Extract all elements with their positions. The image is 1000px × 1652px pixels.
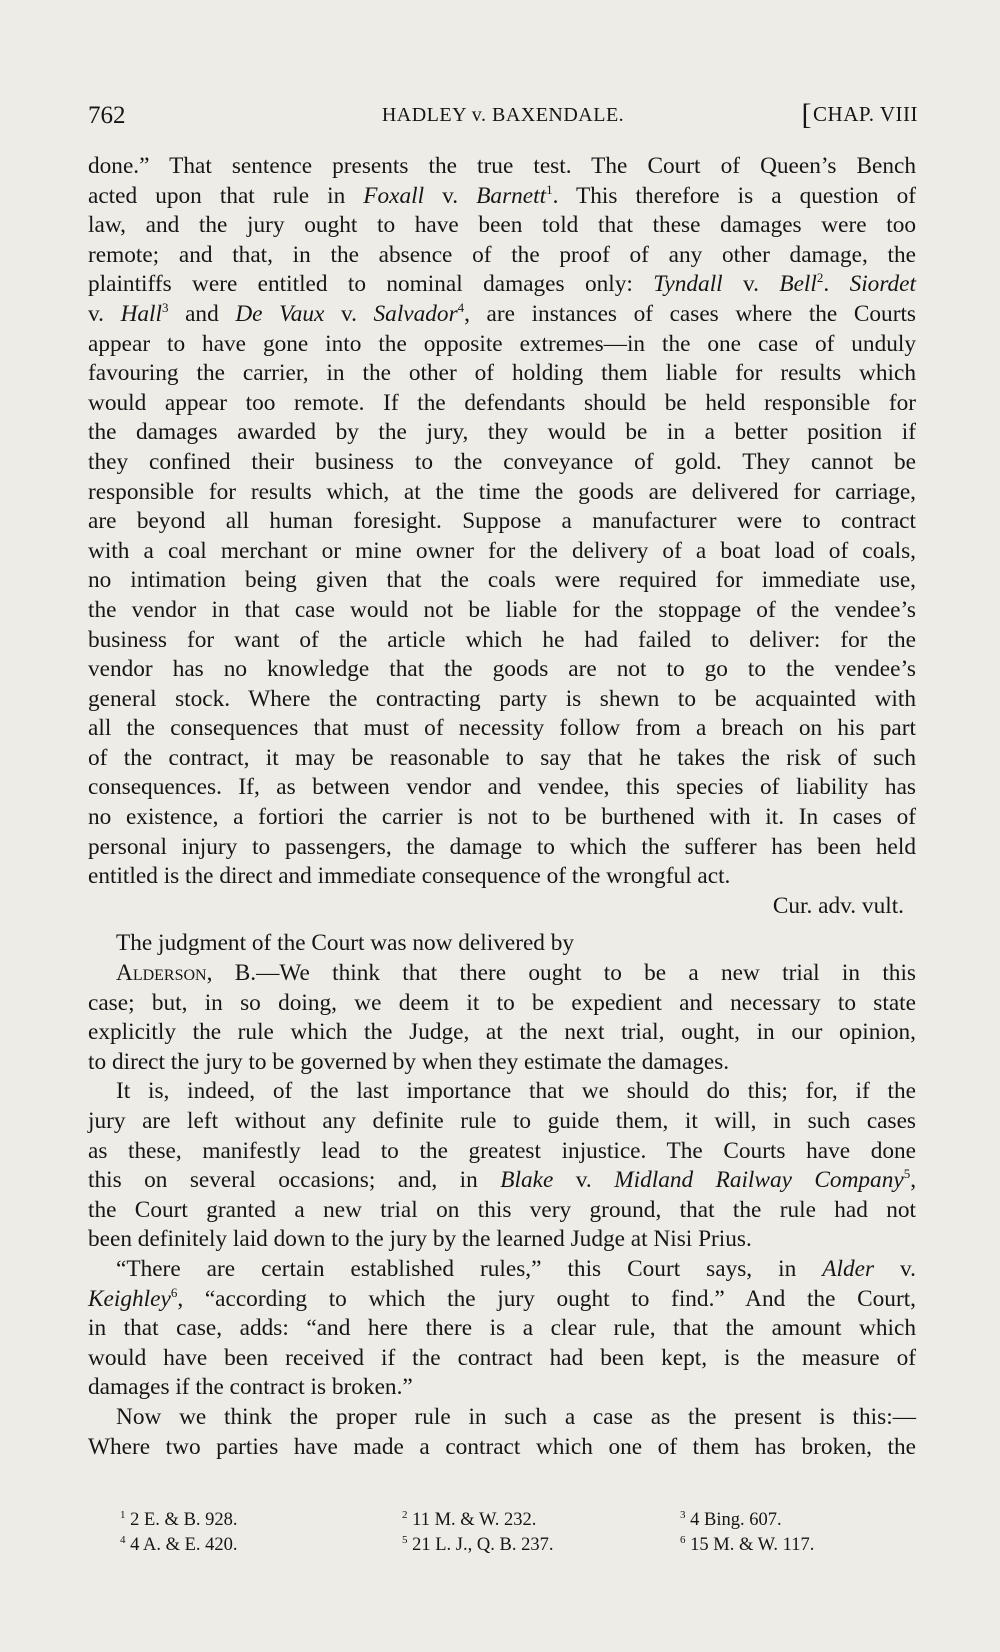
footnote-ref: 3	[161, 299, 169, 315]
running-header	[88, 96, 918, 136]
text-line: Keighley$^6$, “according to which the jury ought to find.” And the Court,	[88, 1284, 916, 1312]
text-line: “There are certain established rules,” this Court says, in Alder v.	[116, 1255, 916, 1282]
text-line: explicitly the rule which the Judge, at the next trial, ought, in our opinion,	[88, 1019, 916, 1046]
text-line: law, and the jury ought to have been told that these damages were too	[88, 212, 916, 239]
footnote: $^5$ 21 L. J., Q. B. 237.	[402, 1534, 554, 1555]
case-name: Midland Railway Company	[614, 1167, 904, 1194]
text-line: personal injury to passengers, the damage to which the sufferer has been held	[88, 833, 916, 860]
footnote-ref: 1	[546, 181, 553, 197]
case-name: Siordet	[849, 271, 916, 298]
footnote: $^2$ 11 M. & W. 232.	[402, 1509, 537, 1530]
text-line: this on several occasions; and, in Blake v. Midland Railway Company$^5$,	[88, 1166, 917, 1194]
footnote-ref: 2	[816, 270, 824, 286]
footnote: $^4$ 4 A. & E. 420.	[120, 1534, 238, 1555]
case-name: Blake	[500, 1167, 554, 1194]
text-line: entitled is the direct and immediate consequence of the wrongful act.	[88, 863, 731, 890]
case-name: Bell	[779, 271, 817, 298]
case-name: Hall	[120, 300, 162, 327]
text-line: the Court granted a new trial on this very ground, that the rule had not	[88, 1196, 916, 1223]
text-line: the damages awarded by the jury, they would be in a better position if	[88, 419, 916, 446]
text-line: consequences. If, as between vendor and vendee, this species of liability has	[88, 774, 916, 801]
text-line: responsible for results which, at the time the goods are delivered for carriage,	[88, 478, 916, 505]
text-line: plaintiffs were entitled to nominal damages only: Tyndall v. Bell$^2$. Siordet	[88, 270, 916, 298]
text-line: would have been received if the contract had been kept, is the measure of	[88, 1344, 916, 1371]
text-line: no intimation being given that the coals were required for immediate use,	[88, 567, 916, 594]
text-line: all the consequences that must of necessity follow from a breach on his part	[88, 715, 916, 742]
chapter-text: CHAP. VIII	[813, 102, 918, 126]
footnote-ref: 4	[457, 299, 465, 315]
main-text	[88, 152, 916, 1462]
footnote: $^3$ 4 Bing. 607.	[680, 1509, 782, 1530]
case-name: Alder	[822, 1255, 875, 1282]
footnote: $^6$ 15 M. & W. 117.	[680, 1534, 815, 1555]
text-line: acted upon that rule in Foxall v. Barnett$^1$. This therefore is a question of	[88, 181, 917, 209]
text-line: favouring the carrier, in the other of holding them liable for results which	[88, 360, 916, 387]
text-line: general stock. Where the contracting party is shewn to be acquainted with	[88, 685, 916, 712]
text-line: of the contract, it may be reasonable to say that he takes the risk of such	[88, 744, 916, 771]
case-name: Barnett	[476, 182, 547, 209]
text-line: they confined their business to the conveyance of gold. They cannot be	[88, 448, 916, 475]
text-line: damages if the contract is broken.”	[88, 1374, 413, 1401]
footnotes	[120, 1508, 900, 1558]
text-line: v. Hall$^3$ and De Vaux v. Salvador$^4$, are instances of cases where the Courts	[88, 299, 917, 327]
footnote: $^1$ 2 E. & B. 928.	[120, 1509, 238, 1530]
text-line: vendor has no knowledge that the goods are not to go to the vendee’s	[88, 656, 916, 683]
running-title: HADLEY v. BAXENDALE.	[381, 104, 625, 126]
case-name: Tyndall	[653, 271, 723, 298]
text-line: appear to have gone into the opposite extremes—in the one case of unduly	[88, 330, 916, 357]
text-line: to direct the jury to be governed by when they estimate the damages.	[88, 1048, 730, 1075]
cur-adv-vult: Cur. adv. vult.	[772, 892, 904, 919]
case-name: De Vaux	[235, 300, 325, 327]
text-line: the vendor in that case would not be liable for the stoppage of the vendee’s	[88, 596, 916, 623]
footnote-ref: 5	[903, 1166, 911, 1182]
text-line: Alderson, B.—We think that there ought to be a new trial in this	[116, 960, 916, 987]
text-line: would appear too remote. If the defendants should be held responsible for	[88, 389, 916, 416]
page-number: 762	[88, 102, 126, 129]
text-line: in that case, adds: “and here there is a clear rule, that the amount which	[88, 1315, 916, 1342]
text-line: with a coal merchant or mine owner for the delivery of a boat load of coals,	[88, 537, 916, 564]
case-name: Salvador	[373, 300, 458, 327]
judge-name: Alderson	[116, 960, 207, 987]
text-line: business for want of the article which he had failed to deliver: for the	[88, 626, 916, 653]
footnote-ref: 6	[170, 1284, 178, 1300]
text-line: done.” That sentence presents the true test. The Court of Queen’s Bench	[88, 153, 916, 179]
case-name: Keighley	[88, 1285, 171, 1312]
chapter-label: [CHAP. VIII	[801, 98, 918, 131]
text-line: case; but, in so doing, we deem it to be expedient and necessary to state	[88, 989, 916, 1016]
text-line: The judgment of the Court was now delivered by	[116, 930, 575, 957]
text-line: are beyond all human foresight. Suppose a manufacturer were to contract	[88, 508, 916, 535]
text-line: no existence, a fortiori the carrier is not to be burthened with it. In cases of	[88, 804, 916, 831]
text-line: been definitely laid down to the jury by the learned Judge at Nisi Prius.	[88, 1226, 752, 1253]
text-line: jury are left without any definite rule to guide them, it will, in such cases	[88, 1108, 916, 1134]
text-line: Where two parties have made a contract which one of them has broken, the	[88, 1433, 916, 1460]
text-line: It is, indeed, of the last importance that we should do this; for, if the	[116, 1078, 916, 1105]
text-line: remote; and that, in the absence of the proof of any other damage, the	[88, 241, 916, 268]
text-line: as these, manifestly lead to the greatest injustice. The Courts have done	[88, 1137, 916, 1164]
text-line: Now we think the proper rule in such a case as the present is this:—	[116, 1403, 916, 1430]
case-name: Foxall	[363, 182, 425, 209]
